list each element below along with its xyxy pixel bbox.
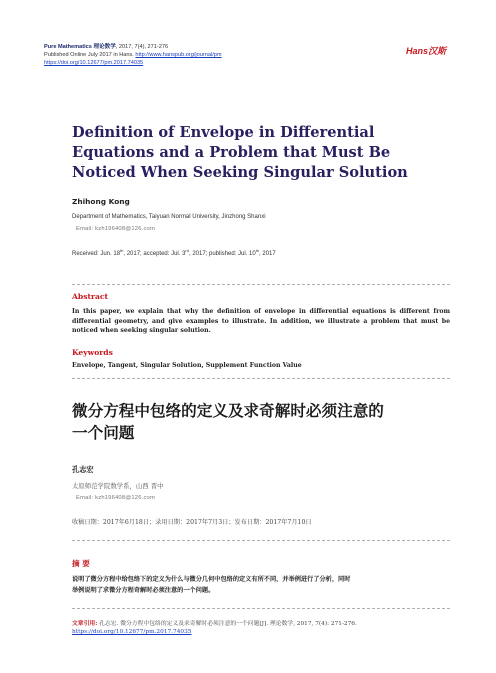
journal-header bbox=[44, 43, 454, 68]
keywords-heading: Keywords bbox=[72, 348, 113, 357]
citation-block bbox=[72, 620, 452, 637]
title-en-line: Noticed When Seeking Singular Solution bbox=[72, 164, 408, 181]
published-prefix: Published Online July 2017 in Hans. bbox=[44, 52, 136, 59]
abstract-heading: Abstract bbox=[72, 292, 109, 301]
author-name-cn: 孔志宏 bbox=[72, 465, 94, 474]
author-email-cn: Email: kzh196408@126.com bbox=[76, 495, 155, 501]
accepted-sup: rd bbox=[185, 248, 189, 253]
author-name-en: Zhihong Kong bbox=[72, 197, 130, 206]
received-date: Received: Jun. 18 bbox=[72, 251, 121, 257]
section-divider bbox=[72, 378, 450, 379]
title-cn-line: 一个问题 bbox=[72, 424, 135, 442]
dates-year: , 2017 bbox=[259, 251, 276, 257]
author-email: Email: kzh196408@126.com bbox=[76, 226, 155, 232]
article-dates-en bbox=[72, 248, 276, 257]
published-line bbox=[44, 51, 454, 59]
journal-issue: , 2017, 7(4), 271-276 bbox=[115, 44, 169, 50]
abstract-cn-line: 说明了微分方程中给包络下的定义为什么与微分几何中包络的定义有所不同，并举例进行了分析，同时 bbox=[72, 576, 351, 583]
citation-label: 文章引用: bbox=[72, 621, 98, 627]
abstract-cn-text bbox=[72, 575, 452, 596]
citation-doi-line bbox=[72, 628, 452, 636]
citation-text: 孔志宏. 微分方程中包络的定义及求奇解时必须注意的一个问题[J]. 理论数学, 2017, 7(4): 271-276. bbox=[97, 621, 357, 627]
article-dates-cn: 收稿日期：2017年6月18日；录用日期：2017年7月3日；发布日期：2017年7月10日 bbox=[72, 519, 312, 526]
abstract-text: In this paper, we explain that why the definition of envelope in differential equations is different from differential geometry, and give examples to illustrate. In addition, we illustrate a problem that must be noticed when seeking singular solution. bbox=[72, 308, 450, 334]
citation-line bbox=[72, 620, 452, 628]
abstract-cn-line: 举例说明了求微分方程奇解时必须注意的一个问题。 bbox=[72, 586, 215, 594]
doi-link[interactable]: https://doi.org/10.12677/pm.2017.74035 bbox=[44, 60, 144, 67]
journal-url-link[interactable]: http://www.hanspub.org/journal/pm bbox=[135, 52, 222, 59]
title-en-line: Equations and a Problem that Must Be bbox=[72, 144, 391, 161]
journal-name-cn: 理论数学 bbox=[93, 44, 116, 50]
section-divider bbox=[72, 608, 450, 609]
section-divider bbox=[72, 284, 450, 285]
title-en-line: Definition of Envelope in Differential bbox=[72, 124, 375, 141]
published-sup: th bbox=[255, 248, 260, 253]
title-cn-line: 微分方程中包络的定义及求奇解时必须注意的 bbox=[72, 402, 384, 420]
affiliation-cn: 太原师范学院数学系，山西 晋中 bbox=[72, 482, 164, 490]
paper-title-en bbox=[72, 123, 412, 183]
accepted-date: , 2017; accepted: Jul. 3 bbox=[123, 251, 186, 257]
paper-title-cn bbox=[72, 400, 422, 444]
journal-line bbox=[44, 43, 454, 51]
received-sup: th bbox=[120, 248, 124, 253]
hans-logo: Hans汉斯 bbox=[406, 46, 447, 56]
citation-doi-link[interactable]: https://doi.org/10.12677/pm.2017.74035 bbox=[72, 629, 192, 636]
abstract-cn-heading: 摘 要 bbox=[72, 559, 90, 568]
affiliation-en: Department of Mathematics, Taiyuan Normal University, Jinzhong Shanxi bbox=[72, 214, 266, 220]
section-divider bbox=[72, 540, 450, 541]
keywords-text: Envelope, Tangent, Singular Solution, Supplement Function Value bbox=[72, 362, 302, 369]
journal-name: Pure Mathematics bbox=[44, 44, 92, 50]
doi-line bbox=[44, 59, 454, 67]
published-date: , 2017; published: Jul. 10 bbox=[188, 251, 256, 257]
